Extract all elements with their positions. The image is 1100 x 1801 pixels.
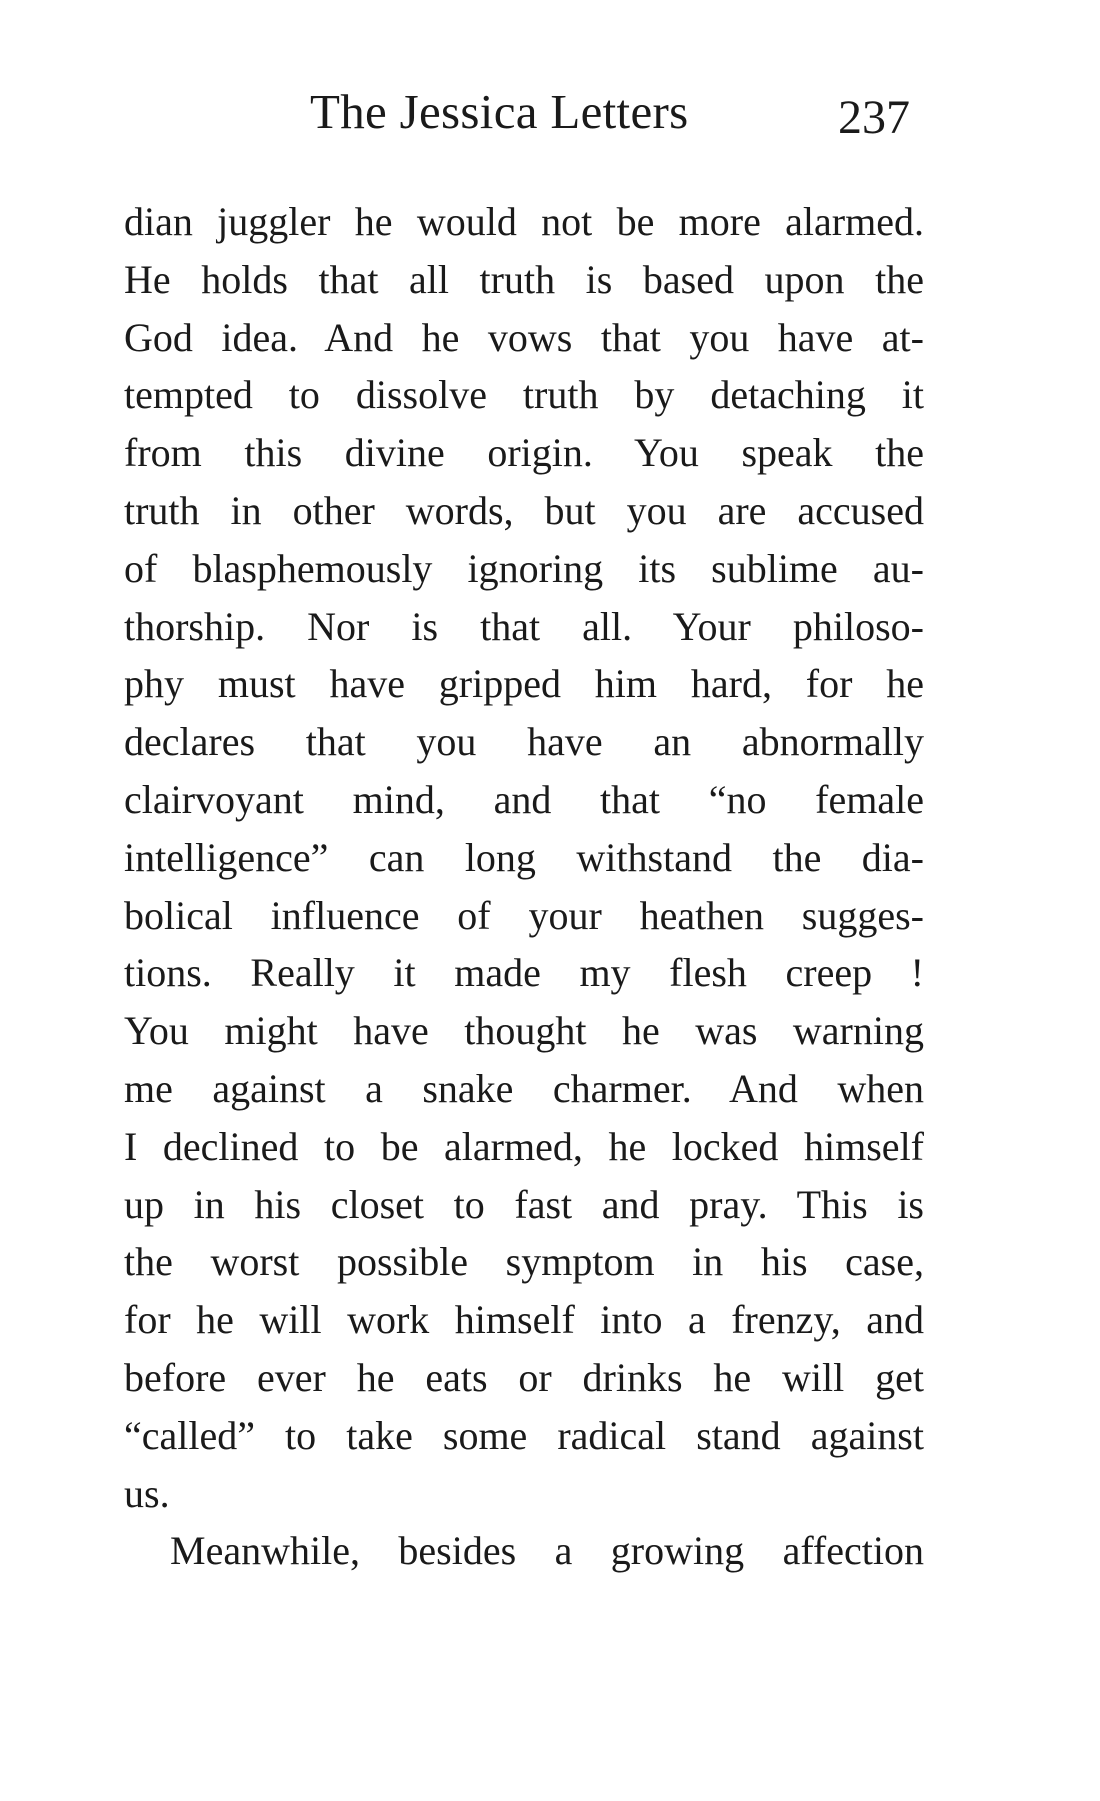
text-line: up in his closet to fast and pray. This is bbox=[124, 1181, 924, 1227]
text-line: He holds that all truth is based upon the bbox=[124, 256, 924, 302]
text-line: “called” to take some radical stand against bbox=[124, 1412, 924, 1458]
text-line: from this divine origin. You speak the bbox=[124, 430, 924, 476]
body-text bbox=[124, 193, 924, 1580]
paragraph-end-line: us. bbox=[124, 1470, 170, 1516]
text-line: bolical influence of your heathen sugges- bbox=[124, 892, 924, 938]
page-number: 237 bbox=[838, 91, 910, 144]
paragraph-start-line: Meanwhile, besides a growing affection bbox=[170, 1528, 924, 1574]
running-header bbox=[0, 82, 1100, 142]
text-line: clairvoyant mind, and that “no female bbox=[124, 776, 924, 822]
text-line: tions. Really it made my flesh creep ! bbox=[124, 950, 924, 996]
text-line: for he will work himself into a frenzy, and bbox=[124, 1297, 924, 1343]
text-line: God idea. And he vows that you have at- bbox=[124, 314, 924, 360]
text-line: the worst possible symptom in his case, bbox=[124, 1239, 924, 1285]
text-line: tempted to dissolve truth by detaching it bbox=[124, 372, 924, 418]
text-line: before ever he eats or drinks he will get bbox=[124, 1354, 924, 1400]
text-line: dian juggler he would not be more alarmed. bbox=[124, 199, 924, 244]
text-line: intelligence” can long withstand the dia- bbox=[124, 834, 924, 880]
text-line: me against a snake charmer. And when bbox=[124, 1065, 924, 1111]
text-line: I declined to be alarmed, he locked himself bbox=[124, 1123, 924, 1169]
text-line: phy must have gripped him hard, for he bbox=[124, 661, 924, 707]
running-title: The Jessica Letters bbox=[310, 84, 689, 139]
text-line: declares that you have an abnormally bbox=[124, 719, 924, 765]
text-line: You might have thought he was warning bbox=[124, 1008, 924, 1054]
text-line: thorship. Nor is that all. Your philoso- bbox=[124, 603, 924, 649]
text-line: of blasphemously ignoring its sublime au- bbox=[124, 545, 924, 591]
text-line: truth in other words, but you are accused bbox=[124, 487, 924, 533]
